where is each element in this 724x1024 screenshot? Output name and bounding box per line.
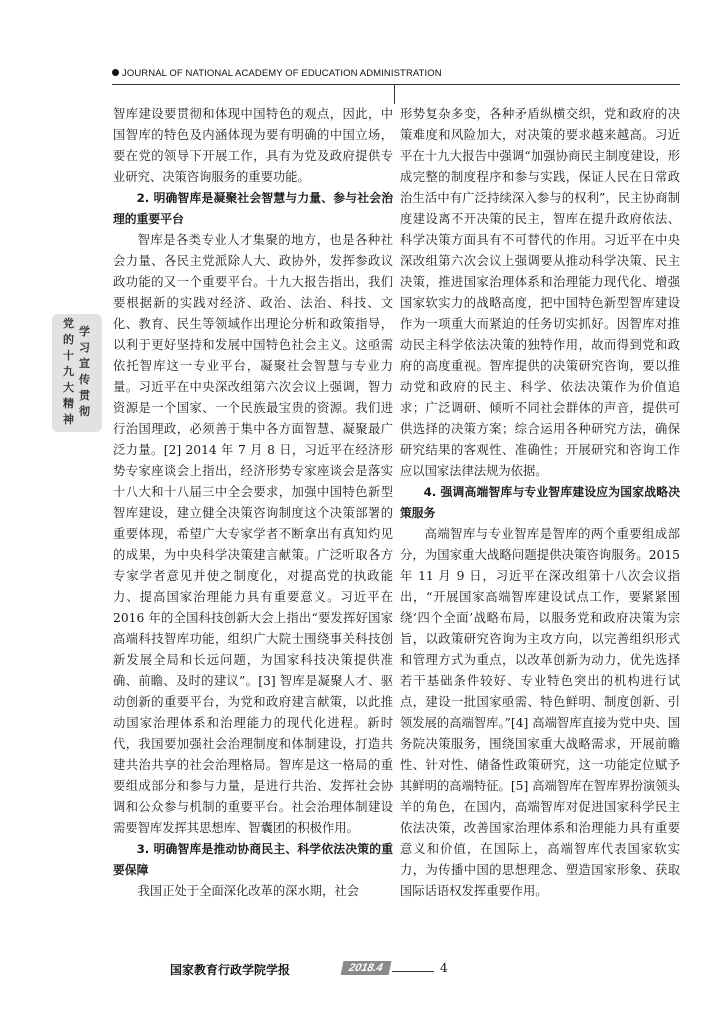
paragraph: 形势复杂多变，各种矛盾纵横交织，党和政府的决策难度和风险加大，对决策的要求越来越高。习近平在十九大报告中强调“加强协商民主制度建设，形成完整的制度程序和参与实践，保证人民在日常政治生活中有广泛持续深入参与的权利”，民主协商制度建设离不开决策的民主，智库在提升政府依法、科学决策方面具有不可替代的作用。习近平在中央深改组第六次会议上强调要从推动科学决策、民主决策，推进国家治理体系和治理能力现代化、增强国家软实力的战略高度，把中国特色新型智库建设作为一项重大而紧迫的任务切实抓好。因智库对推动民主科学依法决策的独特作用，故而得到党和政府的高度重视。智库提供的决策研究咨询，要以推动党和政府的民主、科学、依法决策作为价值追求；广泛调研、倾听不同社会群体的声音，提供可供选择的决策方案；综合运用各种研究方法，确保研究结果的客观性、准确性；开展研究和咨询工作应以国家法律法规为依据。 [400, 107, 680, 478]
journal-name-en: JOURNAL OF NATIONAL ACADEMY OF EDUCATION ADMINISTRATION [122, 68, 442, 79]
paragraph: 我国正处于全面深化改革的深水期，社会 [137, 884, 359, 898]
issue-badge: 2018.4 [341, 961, 392, 975]
side-char: 习 [79, 341, 90, 354]
page-number: 4 [440, 961, 448, 975]
paragraph: 智库建设要贯彻和体现中国特色的观点，因此，中国智库的特色及内涵体现为要有明确的中国立场，要在党的领导下开展工作，具有为党及政府提供专业研究、决策咨询服务的重要功能。 [113, 107, 393, 184]
right-text-column [400, 104, 680, 902]
side-char: 党 [63, 317, 74, 330]
side-char: 学 [79, 325, 90, 338]
side-tab-column-2 [63, 316, 74, 428]
section-heading-4: 4. 强调高端智库与专业智库建设应为国家战略决策服务 [400, 485, 680, 520]
section-side-tab [52, 314, 102, 432]
side-char: 神 [63, 413, 74, 426]
side-char: 宣 [79, 357, 90, 370]
bullet-dot-icon [112, 69, 119, 76]
side-char: 贯 [79, 389, 90, 402]
paragraph: 高端智库与专业智库是智库的两个重要组成部分，为国家重大战略问题提供决策咨询服务。2015 年 11 月 9 日，习近平在深改组第十八次会议指出，“开展国家高端智库建设试点工作，要紧紧围绕‘四个全面’战略布局，以服务党和政府决策为宗旨，以政策研究咨询为主攻方向，以完善组织形式和管理方式为重点，以改革创新为动力，优先选择若干基础条件较好、专业特色突出的机构进行试点，建设一批国家亟需、特色鲜明、制度创新、引领发展的高端智库。”[4] 高端智库直接为党中央、国务院决策服务，围绕国家重大战略需求，开展前瞻性、针对性、储备性政策研究，这一功能定位赋予其鲜明的高端特征。[5] 高端智库在智库界扮演领头羊的角色，在国内，高端智库对促进国家科学民主依法决策，改善国家治理体系和治理能力具有重要意义和价值，在国际上，高端智库代表国家软实力，为传播中国的思想理念、塑造国家形象、获取国际话语权发挥重要作用。 [400, 527, 680, 898]
footer-rule [392, 971, 434, 972]
running-header [112, 56, 680, 86]
side-char: 大 [63, 381, 74, 394]
side-char: 九 [63, 365, 74, 378]
header-rule [112, 84, 680, 85]
paragraph: 智库是各类专业人才集聚的地方，也是各种社会力量、各民主党派除人大、政协外，发挥参政议政功能的又一个重要平台。十九大报告指出，我们要根据新的实践对经济、政治、法治、科技、文化、教育、民生等领域作出理论分析和政策指导，以利于更好坚持和发展中国特色社会主义。这亟需依托智库这一专业平台，凝聚社会智慧与专业力量。习近平在中央深改组第六次会议上强调，智力资源是一个国家、一个民族最宝贵的资源。我们进行治国理政，必须善于集中各方面智慧、凝聚最广泛力量。[2] 2014 年 7 月 8 日，习近平在经济形势专家座谈会上指出，经济形势专家座谈会是落实十八大和十八届三中全会要求，加强中国特色新型智库建设，建立健全决策咨询制度这个决策部署的重要体现，希望广大专家学者不断拿出有真知灼见的成果，为中央科学决策建言献策。广泛听取各方专家学者意见并使之制度化，对提高党的执政能力、提高国家治理能力具有重要意义。习近平在 2016 年的全国科技创新大会上指出“要发挥好国家高端科技智库功能，组织广大院士围绕事关科技创新发展全局和长远问题，为国家科技决策提供准确、前瞻、及时的建议”。[3] 智库是凝聚人才、驱动创新的重要平台，为党和政府建言献策，以此推动国家治理体系和治理能力的现代化进程。新时代，我国要加强社会治理制度和体制建设，打造共建共治共享的社会治理格局。智库是这一格局的重要组成部分和参与力量，是进行共治、发挥社会协调和公众参与机制的重要平台。社会治理体制建设需要智库发挥其思想库、智囊团的积极作用。 [113, 233, 393, 835]
side-char: 传 [79, 373, 90, 386]
section-heading-2: 2. 明确智库是凝聚社会智慧与力量、参与社会治理的重要平台 [113, 191, 393, 226]
header-tick-rule [394, 84, 395, 104]
journal-header [112, 68, 442, 79]
page-footer [170, 957, 590, 987]
side-tab-column-1 [79, 324, 90, 420]
side-char: 十 [63, 349, 74, 362]
journal-name-cn: 国家教育行政学院学报 [170, 963, 291, 977]
side-char: 彻 [79, 405, 90, 418]
side-char: 的 [63, 333, 74, 346]
left-text-column [113, 104, 393, 902]
side-char: 精 [63, 397, 74, 410]
section-heading-3: 3. 明确智库是推动协商民主、科学依法决策的重要保障 [113, 842, 393, 877]
